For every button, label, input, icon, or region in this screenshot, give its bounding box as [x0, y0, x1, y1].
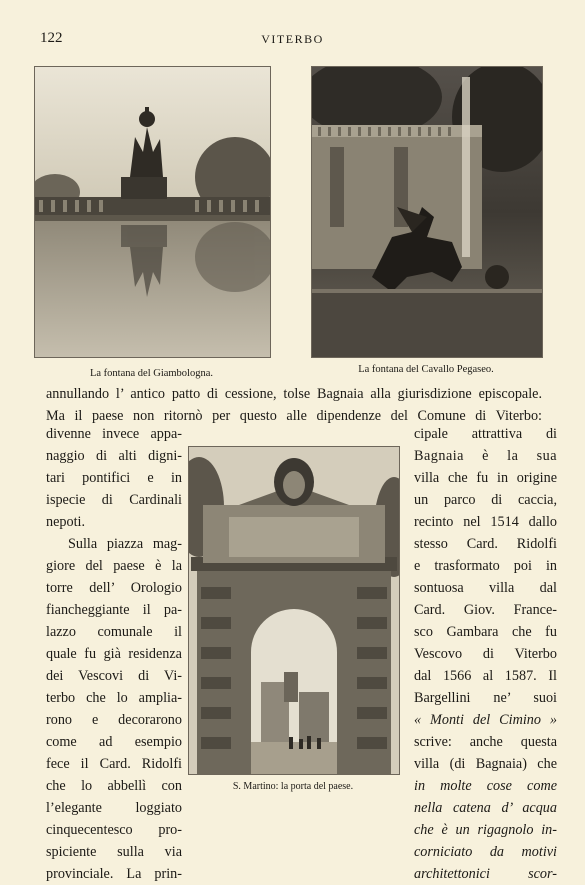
left-line: fiancheggiante il pa-	[46, 602, 182, 618]
right-column	[414, 423, 557, 885]
left-line: giore del paese è la	[46, 558, 182, 574]
left-line: fece il Card. Ridolfi	[46, 756, 182, 772]
photo-fountain-pegasus	[311, 66, 543, 358]
right-line: « Monti del Cimino »	[414, 712, 557, 728]
right-line: nella catena d’ acqua	[414, 800, 557, 816]
left-line: quale fu già residenza	[46, 646, 182, 662]
left-line: l’elegante loggiato	[46, 800, 182, 816]
right-line: scrive: anche questa	[414, 734, 557, 750]
caption-gate-san-martino: S. Martino: la porta del paese.	[232, 781, 354, 792]
right-line: in molte cose come	[414, 778, 557, 794]
left-line: come ad esempio	[46, 734, 182, 750]
caption-fountain-giambologna: La fontana del Giambologna.	[89, 368, 214, 379]
right-line: un parco di caccia,	[414, 492, 557, 508]
right-line: dal 1566 al 1587. Il	[414, 668, 557, 684]
left-line: divenne invece appa-	[46, 426, 182, 442]
right-line: cipale attrattiva di	[414, 426, 557, 442]
gate-illustration	[189, 447, 399, 774]
left-line: lazzo comunale il	[46, 624, 182, 640]
left-line: nepoti.	[46, 514, 86, 530]
left-line: terbo che lo amplia-	[46, 690, 182, 706]
right-line: che è un rigagnolo in-	[414, 822, 557, 838]
right-line: sontuosa villa dal	[414, 580, 557, 596]
text-line-1: annullando l’ antico patto di cessione, tolse Bagnaia alla giurisdizione episcopale.	[46, 386, 542, 402]
right-line: Card. Giov. France-	[414, 602, 557, 618]
left-line: provinciale. La prin-	[46, 866, 182, 882]
page-number: 122	[40, 30, 63, 46]
left-line: torre dell’ Orologio	[46, 580, 182, 596]
left-line: naggio di alti digni-	[46, 448, 182, 464]
right-line: villa (di Bagnaia) che	[414, 756, 557, 772]
right-line: stesso Card. Ridolfi	[414, 536, 557, 552]
right-line: Bargellini ne’ suoi	[414, 690, 557, 706]
right-line: architettonici scor-	[414, 866, 557, 882]
right-line: recinto nel 1514 dallo	[414, 514, 557, 530]
left-line: dei Vescovi di Vi-	[46, 668, 182, 684]
right-line: Vescovo di Viterbo	[414, 646, 557, 662]
pegasus-illustration	[312, 67, 542, 357]
left-line: che lo abbellì con	[46, 778, 182, 794]
running-title: VITERBO	[261, 32, 324, 46]
left-line: rono e decorarono	[46, 712, 182, 728]
right-line: e trasformato poi in	[414, 558, 557, 574]
left-line: ispecie di Cardinali	[46, 492, 182, 508]
photo-fountain-giambologna	[34, 66, 271, 358]
left-column	[46, 423, 182, 885]
fountain-illustration	[35, 67, 270, 357]
right-line: corniciato da motivi	[414, 844, 557, 860]
right-line: sco Gambara che fu	[414, 624, 557, 640]
right-line: villa che fu in origine	[414, 470, 557, 486]
left-line: cinquecentesco pro-	[46, 822, 182, 838]
caption-fountain-pegasus: La fontana del Cavallo Pegaseo.	[358, 364, 494, 375]
photo-gate-san-martino	[188, 446, 400, 775]
text-line-2: Ma il paese non ritornò per questo alle dipendenze del Comune di Viterbo:	[46, 408, 542, 424]
left-line: tari pontifici e in	[46, 470, 182, 486]
left-line: Sulla piazza mag-	[68, 536, 182, 552]
right-line: Bagnaia è la sua	[414, 448, 557, 464]
left-line: spiciente sulla via	[46, 844, 182, 860]
